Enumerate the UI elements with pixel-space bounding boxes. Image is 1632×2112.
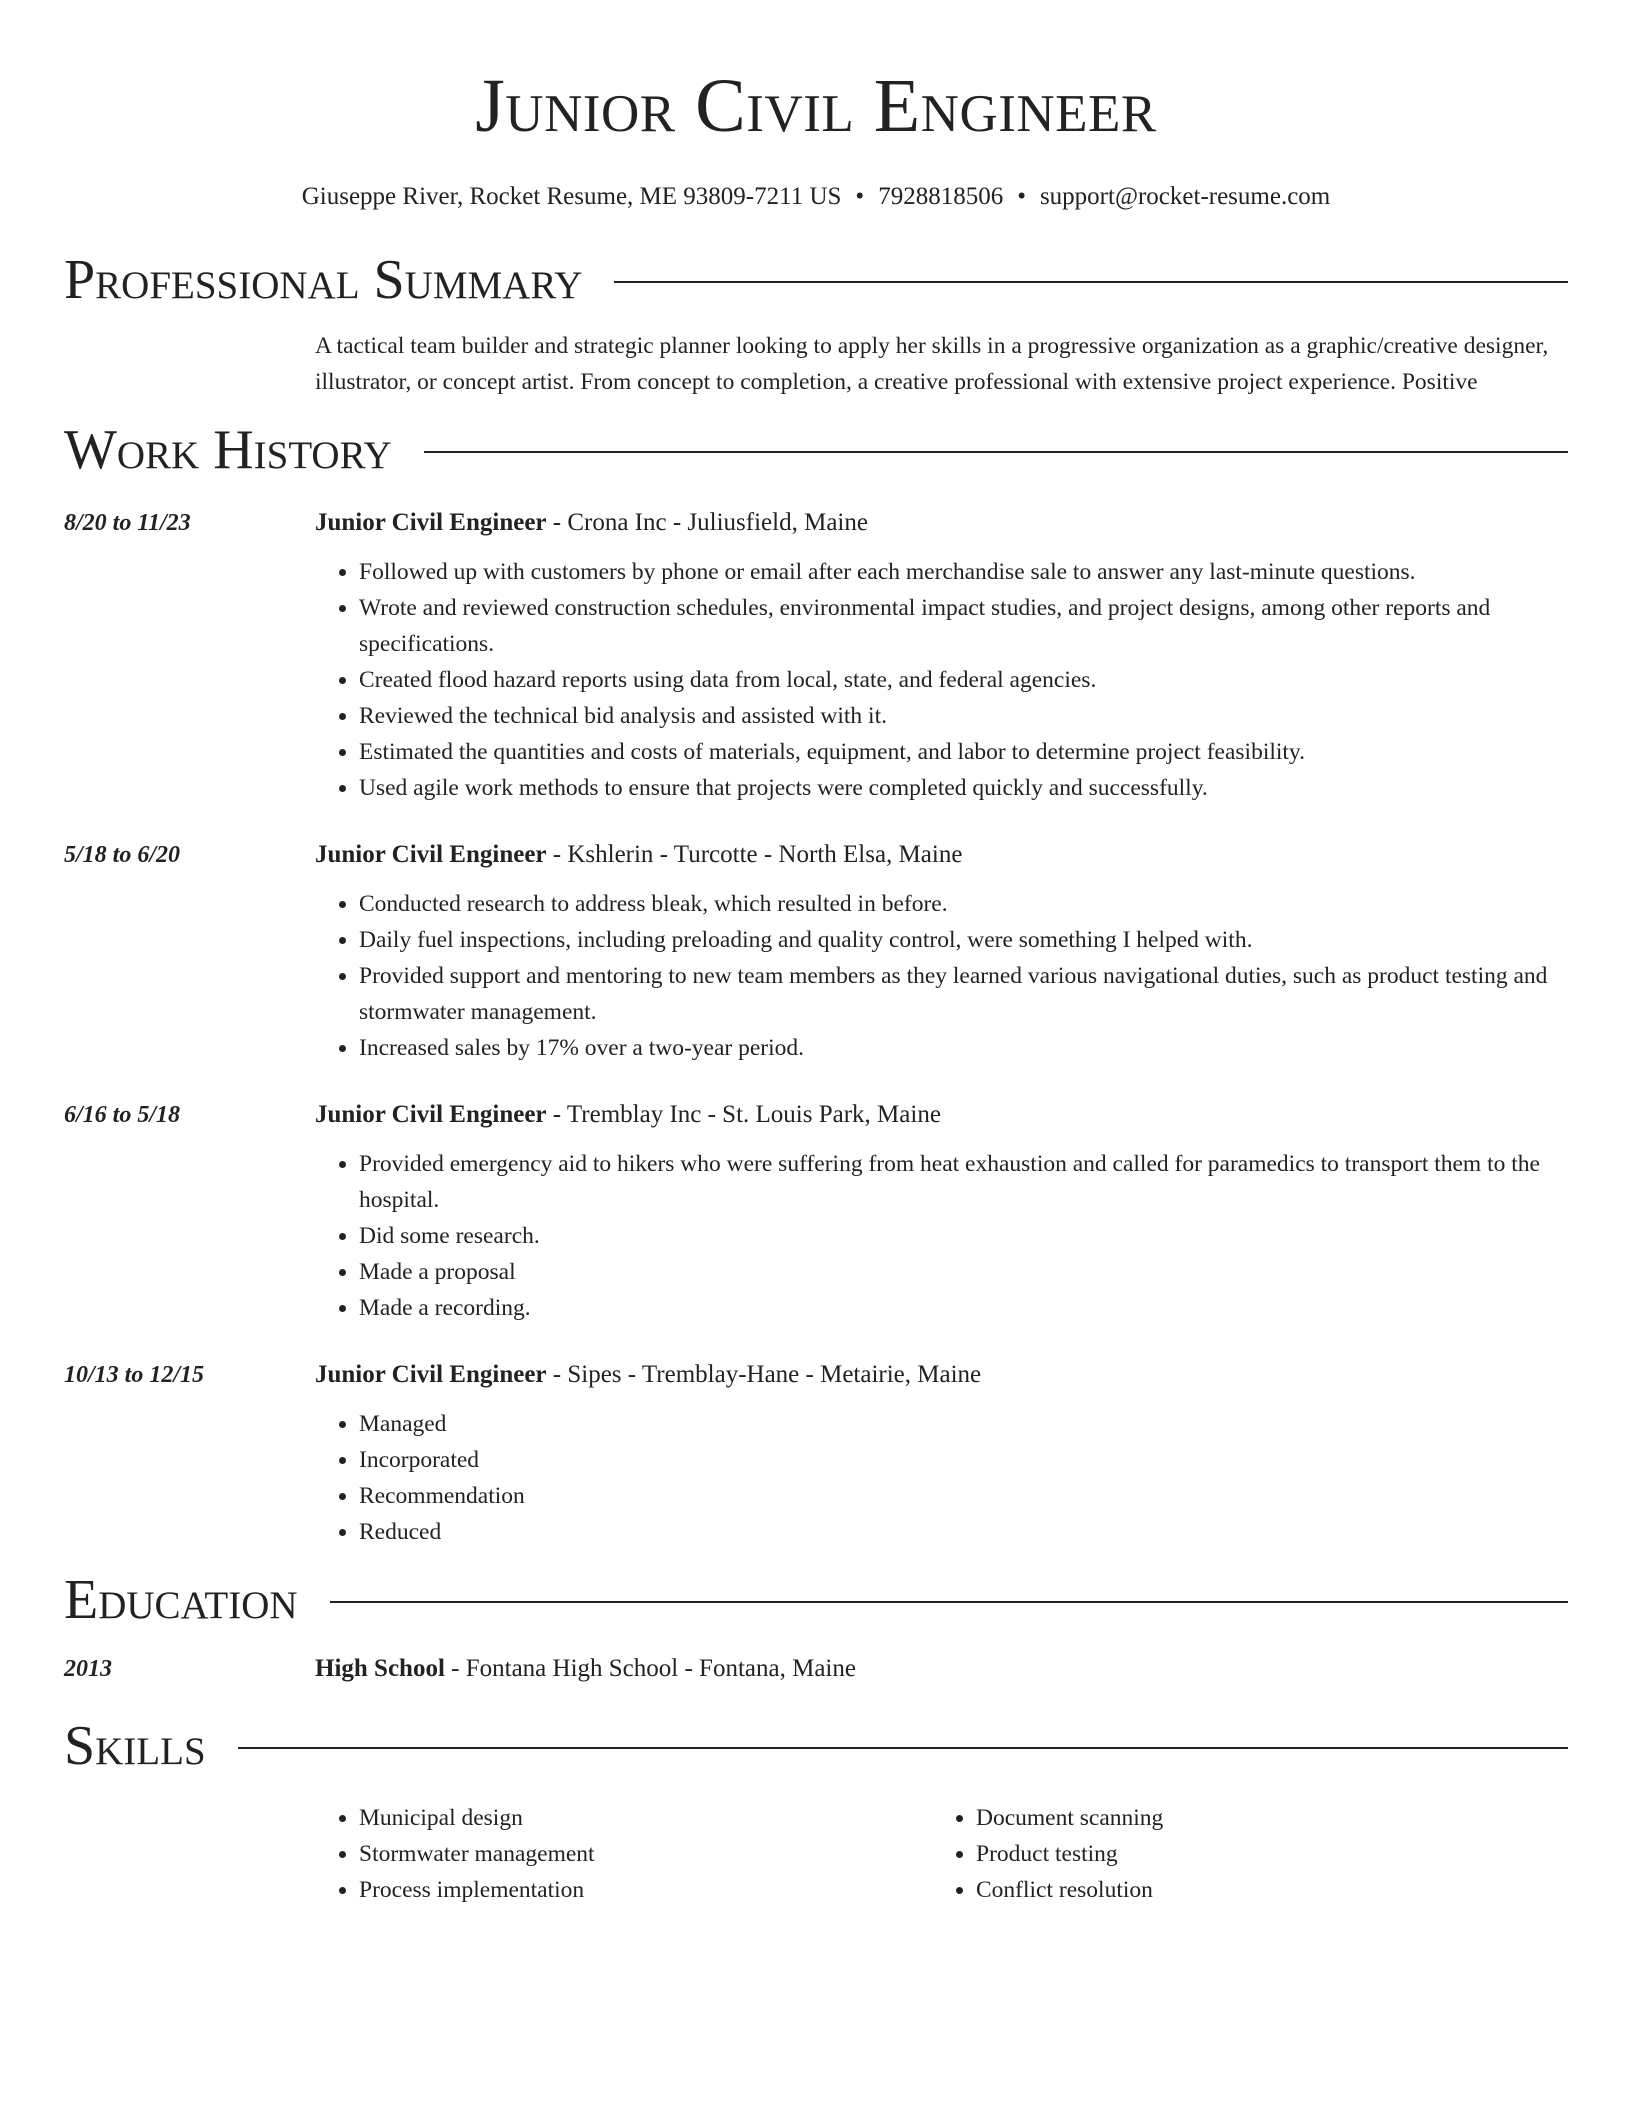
job-bullet: • Wrote and reviewed construction schedules, environmental impact studies, and project designs, among other reports and specifications.	[359, 590, 1568, 662]
skills-section-header	[64, 1714, 1568, 1778]
job-bullet: • Made a proposal	[359, 1254, 1568, 1290]
skill-item: • Process implementation	[359, 1872, 932, 1908]
skills-list	[315, 1800, 1568, 1908]
job-role: Junior Civil Engineer	[315, 1361, 547, 1388]
resume-title: Junior Civil Engineer	[475, 64, 1157, 148]
job-role: Junior Civil Engineer	[315, 509, 547, 536]
contact-email[interactable]: support@rocket-resume.com	[1039, 183, 1331, 210]
job-content	[315, 836, 1568, 1066]
job-bullets	[315, 1406, 1568, 1550]
job-heading	[315, 1356, 1568, 1394]
job-entry	[64, 1096, 1568, 1326]
job-bullet: • Increased sales by 17% over a two-year period.	[359, 1030, 1568, 1066]
resume-page	[64, 0, 1568, 1908]
education-entry	[64, 1650, 1568, 1688]
education-section-title: Education	[64, 1569, 298, 1631]
job-bullet: • Made a recording.	[359, 1290, 1568, 1326]
skill-item: • Conflict resolution	[976, 1872, 1549, 1908]
summary-section-header	[64, 248, 1568, 312]
job-dates: 10/13 to 12/15	[64, 1362, 205, 1388]
job-company-location: - Crona Inc - Juliusfield, Maine	[546, 509, 868, 536]
job-role: Junior Civil Engineer	[315, 1101, 547, 1128]
job-heading	[315, 1096, 1568, 1134]
summary-text: A tactical team builder and strategic planner looking to apply her skills in a progressive organization as a graphic/creative designer, illustrator, or concept artist. From concept to completion, a creative professional with extensive project experience. Positive	[315, 333, 1549, 395]
job-heading	[315, 504, 1568, 542]
education-year: 2013	[64, 1656, 112, 1682]
work-section-header	[64, 418, 1568, 482]
job-company-location: - Sipes - Tremblay-Hane - Metairie, Maine	[546, 1361, 982, 1388]
work-section-title: Work History	[64, 419, 392, 481]
job-company-location: - Tremblay Inc - St. Louis Park, Maine	[546, 1101, 941, 1128]
job-content	[315, 1356, 1568, 1550]
job-bullets	[315, 554, 1568, 806]
job-bullets	[315, 886, 1568, 1066]
job-entry	[64, 836, 1568, 1066]
job-bullet: • Estimated the quantities and costs of materials, equipment, and labor to determine project feasibility.	[359, 734, 1568, 770]
skill-item: • Stormwater management	[359, 1836, 932, 1872]
job-dates: 6/16 to 5/18	[64, 1102, 181, 1128]
contact-line	[64, 180, 1568, 214]
job-content	[315, 504, 1568, 806]
job-heading	[315, 836, 1568, 874]
section-divider	[614, 281, 1568, 283]
contact-separator: •	[1017, 183, 1026, 210]
job-bullets	[315, 1146, 1568, 1326]
job-bullet: • Incorporated	[359, 1442, 1568, 1478]
skill-item: • Municipal design	[359, 1800, 932, 1836]
job-role: Junior Civil Engineer	[315, 841, 547, 868]
skills-column-left	[315, 1800, 932, 1908]
job-bullet: • Created flood hazard reports using data from local, state, and federal agencies.	[359, 662, 1568, 698]
job-bullet: • Recommendation	[359, 1478, 1568, 1514]
education-degree: High School	[315, 1655, 445, 1682]
skills-section-title: Skills	[64, 1715, 206, 1777]
skills-column-right	[932, 1800, 1549, 1908]
education-line	[315, 1650, 1568, 1688]
job-content	[315, 1096, 1568, 1326]
contact-phone: 7928818506	[878, 183, 1004, 210]
job-bullet: • Used agile work methods to ensure that projects were completed quickly and successfully.	[359, 770, 1568, 806]
section-divider	[424, 451, 1568, 453]
job-bullet: • Did some research.	[359, 1218, 1568, 1254]
skill-item: • Document scanning	[976, 1800, 1549, 1836]
job-bullet: • Provided emergency aid to hikers who were suffering from heat exhaustion and called for paramedics to transport them to the hospital.	[359, 1146, 1568, 1218]
section-divider	[238, 1747, 1568, 1749]
job-company-location: - Kshlerin - Turcotte - North Elsa, Maine	[546, 841, 963, 868]
job-entry	[64, 1356, 1568, 1550]
summary-section-title: Professional Summary	[64, 249, 583, 311]
section-divider	[330, 1601, 1568, 1603]
job-list	[64, 504, 1568, 1550]
job-dates: 8/20 to 11/23	[64, 510, 191, 536]
skill-item: • Product testing	[976, 1836, 1549, 1872]
job-bullet: • Daily fuel inspections, including preloading and quality control, were something I helped with.	[359, 922, 1568, 958]
job-bullet: • Conducted research to address bleak, which resulted in before.	[359, 886, 1568, 922]
education-section-header	[64, 1568, 1568, 1632]
job-bullet: • Reviewed the technical bid analysis and assisted with it.	[359, 698, 1568, 734]
job-bullet: • Managed	[359, 1406, 1568, 1442]
contact-address: Giuseppe River, Rocket Resume, ME 93809-7211 US	[301, 183, 842, 210]
job-dates: 5/18 to 6/20	[64, 842, 181, 868]
job-entry	[64, 504, 1568, 806]
contact-separator: •	[855, 183, 865, 210]
job-bullet: • Reduced	[359, 1514, 1568, 1550]
education-details: - Fontana High School - Fontana, Maine	[444, 1655, 856, 1682]
job-bullet: • Followed up with customers by phone or email after each merchandise sale to answer any last-minute questions.	[359, 554, 1568, 590]
job-bullet: • Provided support and mentoring to new team members as they learned various navigational duties, such as product testing and stormwater management.	[359, 958, 1568, 1030]
